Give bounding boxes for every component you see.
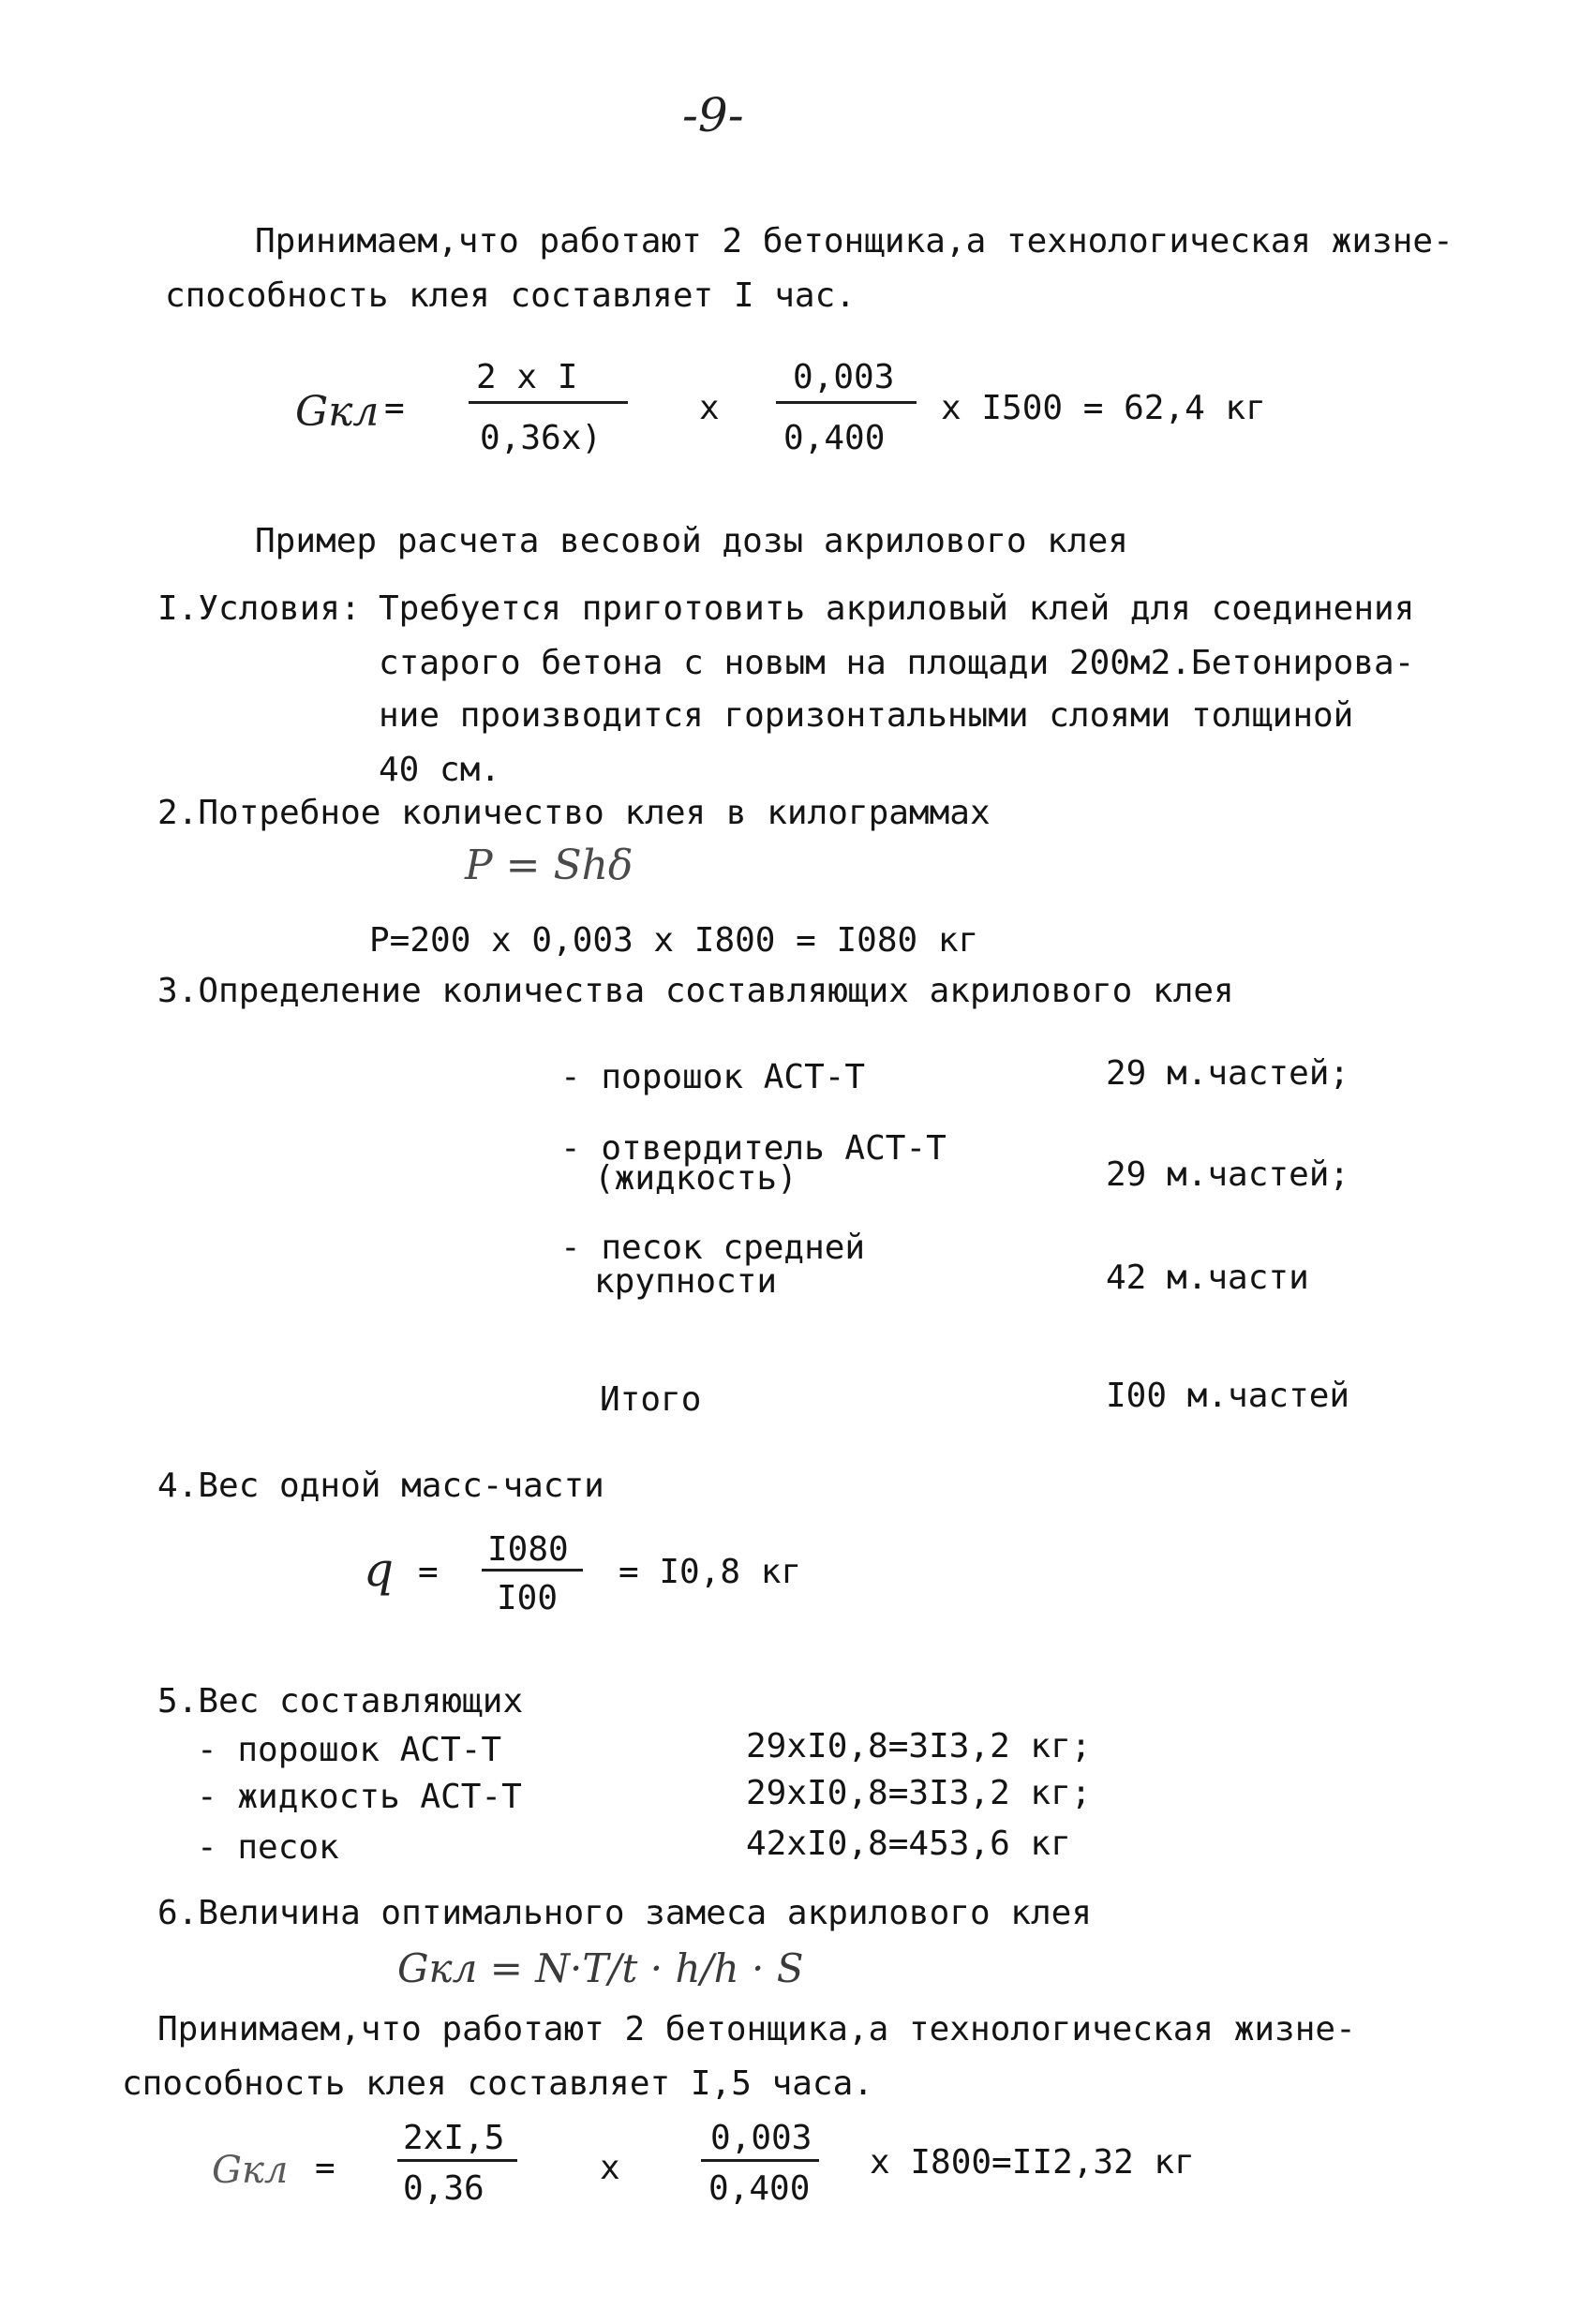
item-2-calculation: P=200 x 0,003 x I800 = I080 кг [369,921,979,960]
weight-row-2-name: - жидкость АСТ-Т [197,1778,522,1816]
item-3-title: 3.Определение количества составляющих акрилового клея [157,972,1234,1010]
formula-2-denominator-1: 0,36 [403,2169,484,2208]
formula-1-fraction-bar-1 [469,401,628,404]
formula-2-numerator-1: 2xI,5 [403,2119,505,2157]
formula-1-result: x I500 = 62,4 кг [941,389,1266,427]
total-label: Итого [600,1380,702,1419]
component-2-name: - отвердитель АСТ-Т [560,1129,947,1168]
total-amount: I00 м.частей [1106,1377,1350,1415]
page-number: -9- [682,88,744,142]
intro-line-1: Принимаем,что работают 2 бетонщика,а технологическая жизне- [255,222,1453,261]
weight-row-3-calc: 42xI0,8=453,6 кг [746,1825,1071,1863]
mass-part-equals: = [418,1553,439,1591]
formula-2-result: x I800=II2,32 кг [870,2143,1195,2182]
item-1-line-1: Требуется приготовить акриловый клей для соединения [379,589,1415,628]
weight-row-1-calc: 29xI0,8=3I3,2 кг; [746,1727,1092,1765]
item-1-label: I.Условия: [157,589,361,628]
item-1-line-4: 40 см. [379,751,501,789]
formula-1-numerator-1: 2 x I [476,358,578,396]
intro-line-2: способность клея составляет I час. [165,276,856,315]
mass-part-fraction-bar [482,1569,583,1572]
component-1-amount: 29 м.частей; [1106,1054,1350,1093]
formula-2-numerator-2: 0,003 [710,2119,812,2157]
formula-1-denominator-2: 0,400 [783,419,886,457]
formula-2-times: x [600,2149,620,2187]
component-1-name: - порошок АСТ-Т [560,1058,866,1096]
component-3-name-extra: крупности [594,1262,778,1301]
example-title: Пример расчета весовой дозы акрилового клея [255,522,1128,560]
formula-1-lhs: Gкл [295,388,380,436]
formula-1-denominator-1: 0,36x) [480,419,603,457]
weight-row-3-name: - песок [197,1828,339,1867]
formula-1-numerator-2: 0,003 [793,358,895,396]
item-6-title: 6.Величина оптимального замеса акрилового клея [157,1894,1092,1932]
mass-part-lhs: q [364,1542,395,1597]
item-2-title: 2.Потребное количество клея в килограммах [157,794,991,832]
formula-2-lhs: Gкл [212,2149,289,2192]
formula-2-fraction-bar-1 [397,2159,517,2162]
item-5-title: 5.Вес составляющих [157,1682,524,1721]
formula-2-denominator-2: 0,400 [708,2169,811,2208]
intro2-line-2: способность клея составляет I,5 часа. [122,2064,873,2103]
mass-part-numerator: I080 [487,1530,569,1569]
item-1-line-3: ние производится горизонтальными слоями толщиной [379,696,1354,735]
intro2-line-1: Принимаем,что работают 2 бетонщика,а технологическая жизне- [157,2010,1356,2048]
item-4-title: 4.Вес одной масс-части [157,1467,604,1505]
component-2-amount: 29 м.частей; [1106,1155,1350,1194]
item-1-line-2: старого бетона с новым на площади 200м2.Бетонирова- [379,644,1415,682]
component-3-name: - песок средней [560,1229,866,1267]
component-3-amount: 42 м.части [1106,1259,1309,1297]
formula-2-fraction-bar-2 [701,2159,819,2162]
formula-1-fraction-bar-2 [776,401,917,404]
mass-part-denominator: I00 [497,1579,559,1617]
mass-part-result: = I0,8 кг [619,1553,802,1591]
formula-1-equals: = [384,389,405,427]
component-2-name-extra: (жидкость) [594,1159,798,1198]
item-6-handwritten-formula: Gкл = N·T/t · h/h · S [397,1945,804,1991]
formula-1-times: x [699,389,720,427]
weight-row-1-name: - порошок АСТ-Т [197,1731,502,1769]
weight-row-2-calc: 29xI0,8=3I3,2 кг; [746,1774,1092,1812]
formula-2-equals: = [315,2149,335,2187]
item-2-handwritten-formula: P = Shδ [465,842,634,889]
